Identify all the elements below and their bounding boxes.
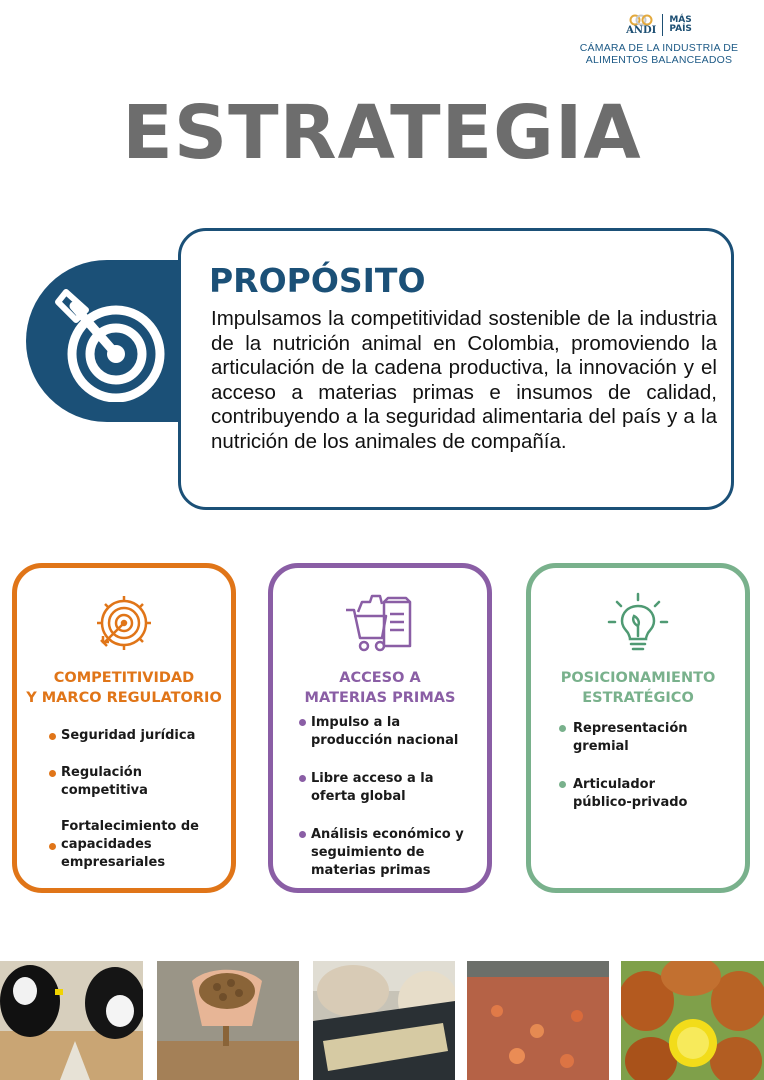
bullet-item <box>311 714 458 750</box>
bullet-line: Seguridad jurídica <box>61 728 196 743</box>
pillar-title-line1: ACCESO A <box>339 670 421 686</box>
bullet-line: gremial <box>573 739 629 754</box>
bullet-line: Análisis económico y <box>311 827 464 842</box>
bullet-item <box>311 826 464 880</box>
bullet-line: Representación <box>573 721 688 736</box>
bullet-line: oferta global <box>311 789 406 804</box>
logo-subtitle-line1: CÁMARA DE LA INDUSTRIA DE <box>579 42 739 54</box>
logo-subtitle-line2: ALIMENTOS BALANCEADOS <box>585 54 733 66</box>
pillar-card-posicionamiento <box>526 563 750 893</box>
pillar-title-line1: POSICIONAMIENTO <box>560 670 716 686</box>
bullet-item <box>311 770 434 806</box>
purpose-card <box>178 228 734 510</box>
bullet-line: producción nacional <box>311 733 459 748</box>
bullet-line: materias primas <box>311 863 431 878</box>
bullet-line: competitiva <box>61 783 148 798</box>
bullet-line: seguimiento de <box>311 845 425 860</box>
mas-pais-mark <box>669 16 692 34</box>
sheep-feeder-photo <box>313 961 455 1080</box>
pillar-title-line2: ESTRATÉGICO <box>582 690 694 706</box>
bullet-line: Libre acceso a la <box>311 771 434 786</box>
bullet-line: Fortalecimiento de <box>61 819 199 834</box>
page-title: ESTRATEGIA <box>122 90 642 176</box>
bullet-item <box>573 776 687 812</box>
pillar-title-line2: MATERIAS PRIMAS <box>304 690 456 706</box>
fish-pond-photo <box>467 961 609 1080</box>
purpose-text: Impulsamos la competitividad sostenible de la industria de la nutrición animal en Colombia, promoviendo la articulación de la cadena productiva, la innovación y el acceso a materias primas e insumos de calidad, contribuyendo a la seguridad alimentaria del país y a la nutrición de los animales de compañía. <box>211 307 717 453</box>
bullet-dot <box>559 781 566 788</box>
logo-divider <box>662 14 663 36</box>
bullet-item <box>61 818 199 872</box>
pillar-title-line2: Y MARCO REGULATORIO <box>26 690 222 706</box>
hands-pellets-photo <box>157 961 299 1080</box>
cows-eating-photo <box>0 961 143 1080</box>
bullet-dot <box>299 775 306 782</box>
bullet-dot <box>299 831 306 838</box>
bullet-line: empresariales <box>61 855 166 870</box>
target-arrow-icon <box>46 280 176 402</box>
hens-feeding-photo <box>621 961 764 1080</box>
bullet-dot <box>49 733 56 740</box>
andi-wordmark: ANDI <box>626 25 657 36</box>
pais-text: PAÍS <box>669 24 692 34</box>
purpose-heading: PROPÓSITO <box>209 261 426 300</box>
andi-logo <box>574 12 744 66</box>
bullet-line: público-privado <box>573 795 688 810</box>
mas-text: MÁS <box>669 15 692 25</box>
bullet-dot <box>299 719 306 726</box>
pillar-title-line1: COMPETITIVIDAD <box>53 670 195 686</box>
purpose-icon-tab <box>26 260 196 422</box>
bullet-line: Impulso a la <box>311 715 401 730</box>
photo-strip <box>0 961 764 1080</box>
bullet-item <box>573 720 688 756</box>
bullet-line: Regulación <box>61 765 142 780</box>
andi-mark <box>626 14 656 36</box>
pillar-card-materias-primas <box>268 563 492 893</box>
pillar-card-competitividad <box>12 563 236 893</box>
bullet-item <box>61 764 148 800</box>
bullet-dot <box>559 725 566 732</box>
bullet-dot <box>49 843 56 850</box>
bullet-item <box>61 727 195 745</box>
bullet-line: capacidades <box>61 837 152 852</box>
bullet-line: Articulador <box>573 777 655 792</box>
bullet-dot <box>49 770 56 777</box>
